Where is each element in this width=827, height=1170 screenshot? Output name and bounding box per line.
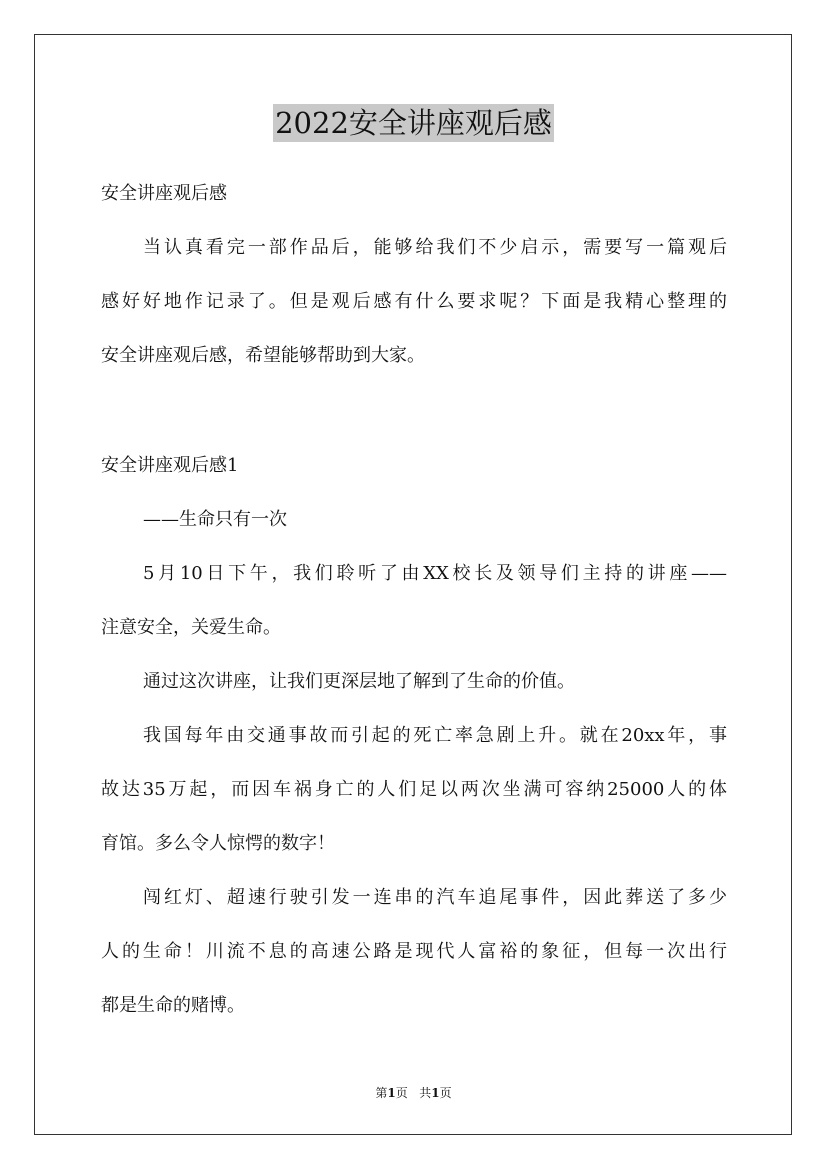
intro-line-1: 当认真看完一部作品后，能够给我们不少启示，需要写一篇观后 <box>143 237 727 258</box>
para1-line-1: 5月10日下午，我们聆听了由XX校长及领导们主持的讲座—— <box>143 563 727 584</box>
intro-line-2: 感好好地作记录了。但是观后感有什么要求呢？下面是我精心整理的 <box>101 291 727 312</box>
para4-line-3: 都是生命的赌博。 <box>101 995 245 1016</box>
intro-line-3: 安全讲座观后感，希望能够帮助到大家。 <box>101 345 425 366</box>
para1-line-2: 注意安全，关爱生命。 <box>101 617 281 638</box>
page-footer <box>0 1084 827 1101</box>
para3-line-2: 故达35万起，而因车祸身亡的人们足以两次坐满可容纳25000人的体 <box>101 779 727 800</box>
para4-line-1: 闯红灯、超速行驶引发一连串的汽车追尾事件，因此葬送了多少 <box>143 887 727 908</box>
document-title-wrap <box>0 104 827 142</box>
intro-heading: 安全讲座观后感 <box>101 183 227 204</box>
document-title: 2022安全讲座观后感 <box>275 106 552 140</box>
essay-heading: 安全讲座观后感1 <box>101 455 239 476</box>
para4-line-2: 人的生命！川流不息的高速公路是现代人富裕的象征，但每一次出行 <box>101 941 727 962</box>
footer-page-label: 第 <box>375 1086 388 1100</box>
footer-page-suffix: 页 <box>395 1086 408 1100</box>
para2-line-1: 通过这次讲座，让我们更深层地了解到了生命的价值。 <box>143 671 575 692</box>
para3-line-3: 育馆。多么令人惊愕的数字！ <box>101 833 335 854</box>
footer-total-suffix: 页 <box>439 1086 452 1100</box>
para3-line-1: 我国每年由交通事故而引起的死亡率急剧上升。就在20xx年，事 <box>143 725 727 746</box>
footer-page-number: 1 <box>387 1086 396 1100</box>
essay-subtitle: ——生命只有一次 <box>143 509 287 530</box>
footer-total-label: 共 <box>419 1086 432 1100</box>
footer-total-number: 1 <box>431 1086 440 1100</box>
